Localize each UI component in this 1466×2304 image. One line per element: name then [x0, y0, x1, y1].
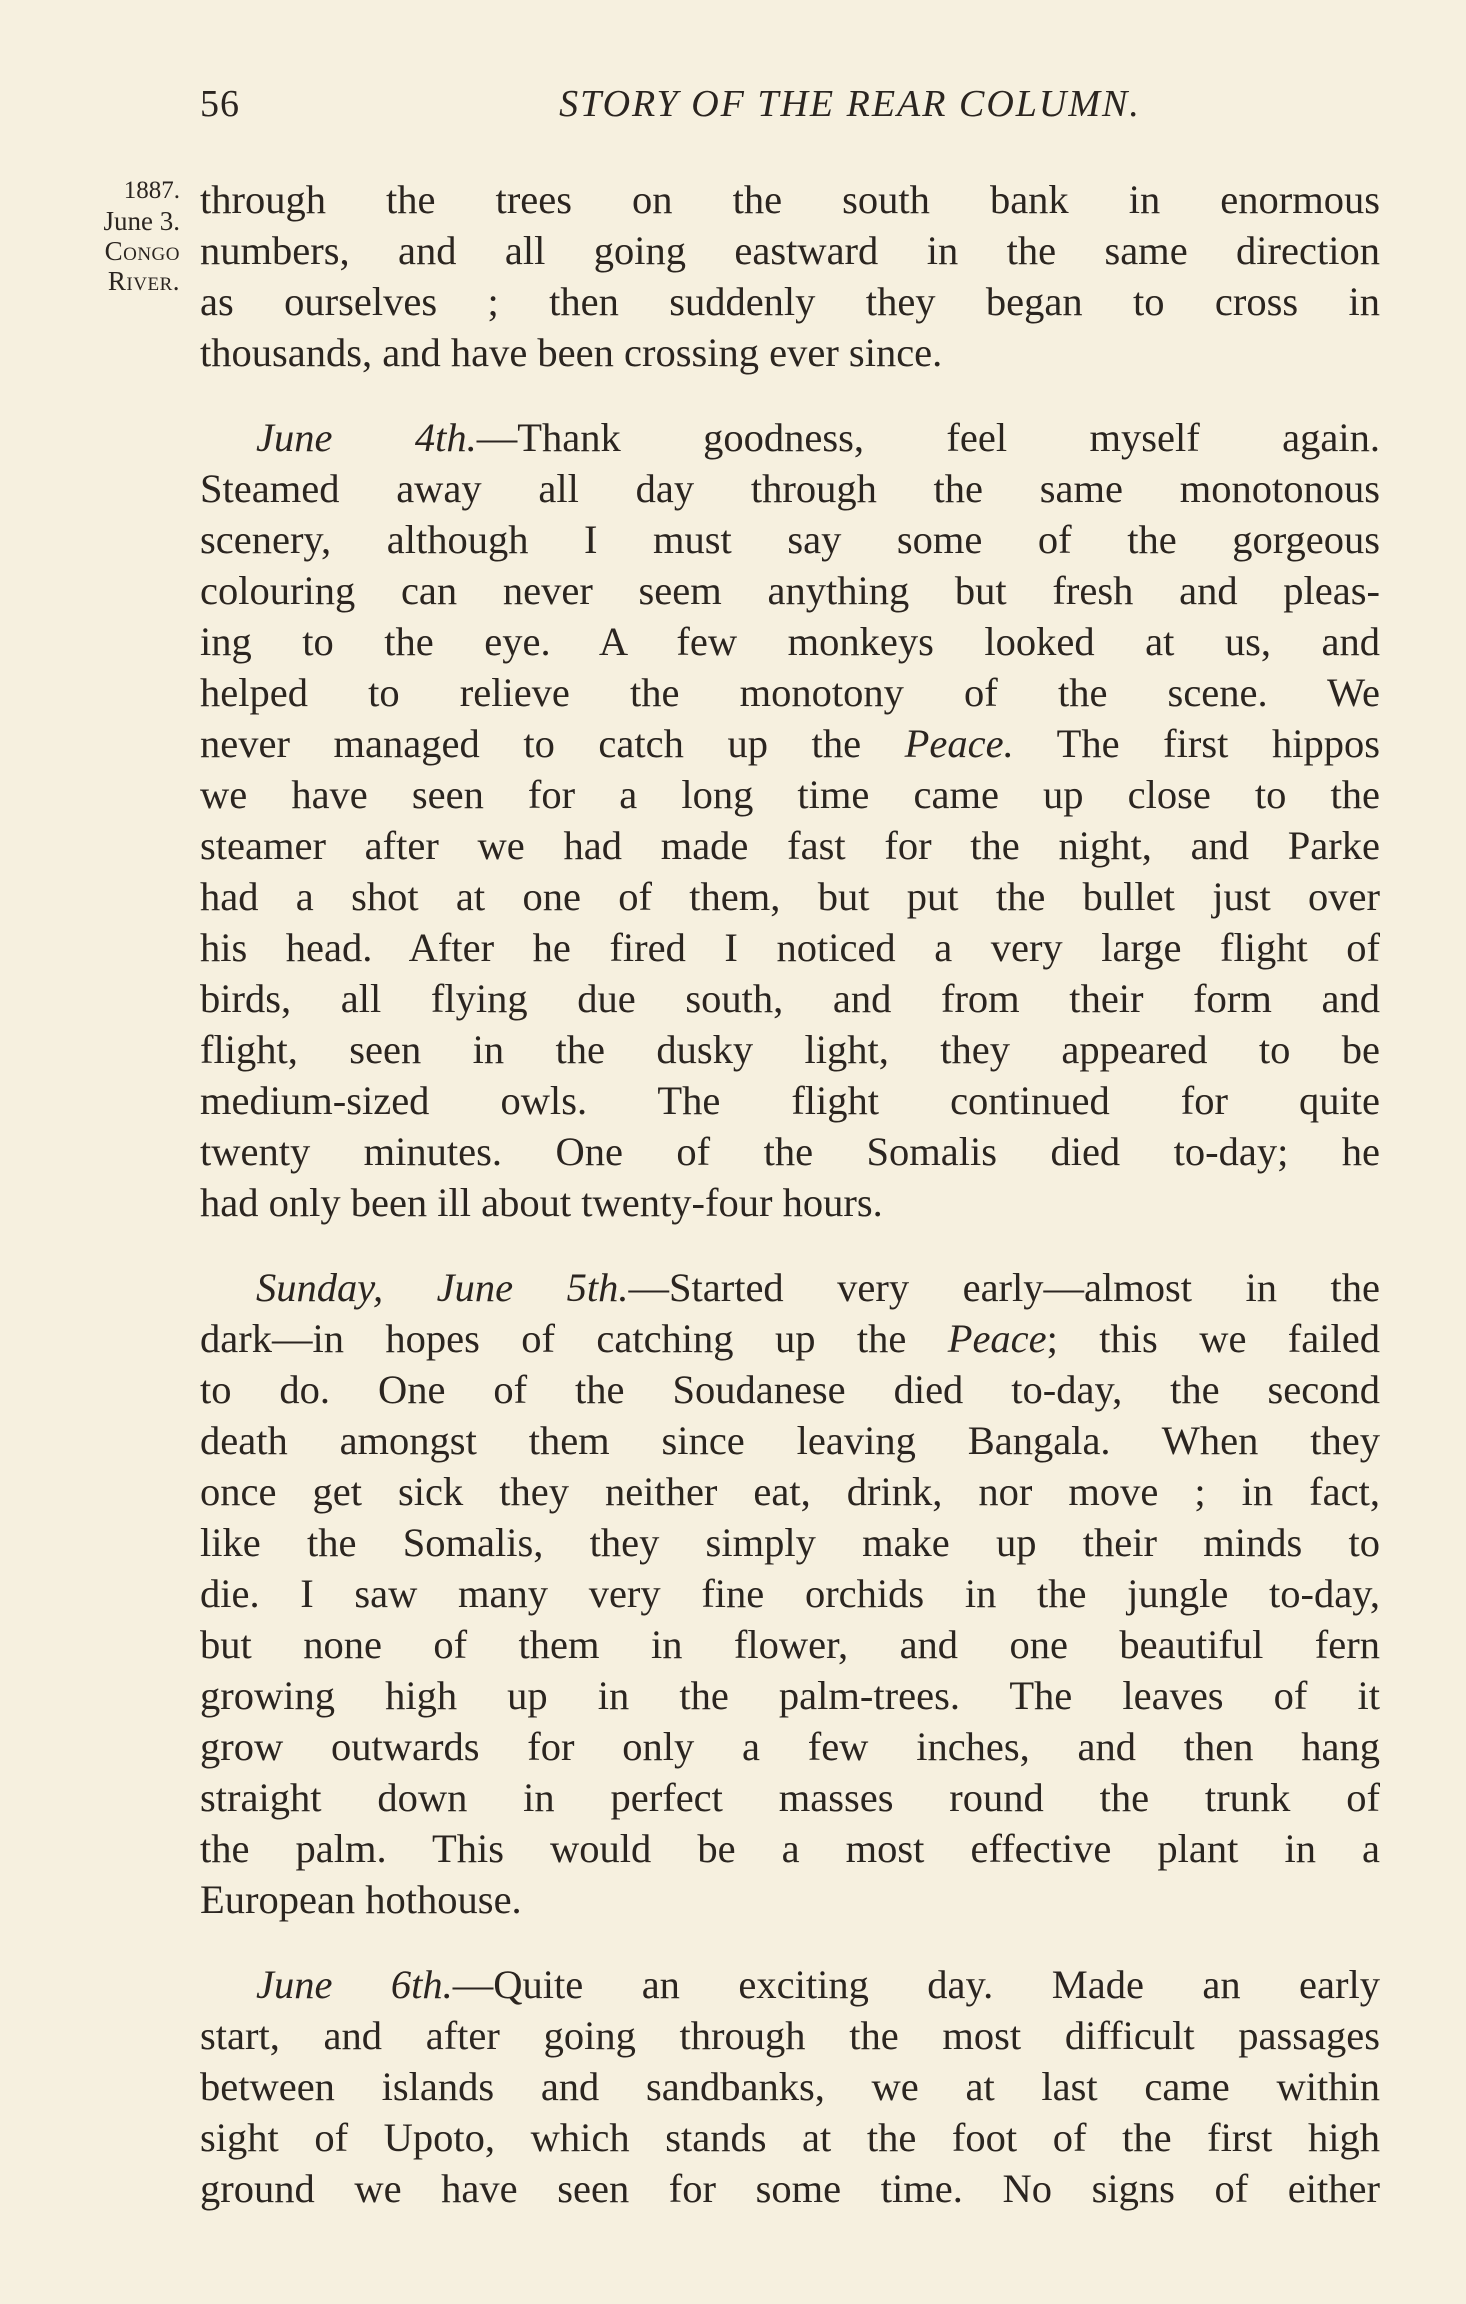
text-line: steamer after we had made fast for the night, and Parke [200, 823, 1380, 868]
text-line: had only been ill about twenty-four hours. [200, 1180, 883, 1225]
text-line [200, 412, 1380, 463]
text-line: growing high up in the palm-trees. The leaves of it [200, 1673, 1380, 1718]
text-line [200, 1262, 1380, 1313]
text-line: colouring can never seem anything but fresh and pleas- [200, 568, 1380, 613]
text-line [200, 1313, 1380, 1364]
text-line: scenery, although I must say some of the gorgeous [200, 517, 1380, 562]
running-title: STORY OF THE REAR COLUMN. [559, 83, 1141, 125]
text-line: ground we have seen for some time. No signs of either [200, 2166, 1380, 2211]
entry-date-label: June 5th. [436, 1265, 629, 1310]
text-run: —Quite an exciting day. Made an early [452, 1962, 1380, 2007]
text-line: helped to relieve the monotony of the scene. We [200, 670, 1380, 715]
text-line [200, 1959, 1380, 2010]
margin-note-place-line1: Congo [104, 236, 180, 266]
italic-ship-name: Peace. [904, 721, 1014, 766]
text-line: between islands and sandbanks, we at last came within [200, 2064, 1380, 2109]
text-line [200, 718, 1380, 769]
text-line: numbers, and all going eastward in the same direction [200, 228, 1380, 273]
text-run: dark—in hopes of catching up the [200, 1316, 907, 1361]
text-run: ; this we failed [1046, 1316, 1381, 1361]
text-line: grow outwards for only a few inches, and then hang [200, 1724, 1380, 1769]
body-text [200, 174, 1380, 2214]
diary-entry-june-6 [200, 1959, 1380, 2214]
entry-day-label: Sunday, [256, 1265, 384, 1310]
diary-entry-june-4 [200, 412, 1380, 1228]
running-head [200, 78, 1380, 130]
entry-date-label: June 6th. [256, 1962, 453, 2007]
text-run: never managed to catch up the [200, 721, 862, 766]
text-line: like the Somalis, they simply make up their minds to [200, 1520, 1380, 1565]
margin-note-date: June 3. [103, 206, 180, 236]
margin-note [30, 176, 180, 296]
text-line: his head. After he fired I noticed a very large flight of [200, 925, 1380, 970]
text-run: The first hippos [1056, 721, 1381, 766]
margin-note-year: 1887. [123, 177, 180, 204]
italic-ship-name: Peace [947, 1316, 1047, 1361]
page-number: 56 [200, 83, 240, 125]
text-line: European hothouse. [200, 1877, 522, 1922]
text-line: ing to the eye. A few monkeys looked at us, and [200, 619, 1380, 664]
text-line: but none of them in flower, and one beautiful fern [200, 1622, 1380, 1667]
diary-entry-june-5 [200, 1262, 1380, 1925]
text-line: to do. One of the Soudanese died to-day, the second [200, 1367, 1380, 1412]
text-line: flight, seen in the dusky light, they appeared to be [200, 1027, 1380, 1072]
text-line: death amongst them since leaving Bangala. When they [200, 1418, 1380, 1463]
text-line: thousands, and have been crossing ever since. [200, 330, 943, 375]
text-run: —Thank goodness, feel myself again. [476, 415, 1380, 460]
text-line: start, and after going through the most difficult passages [200, 2013, 1380, 2058]
text-line: die. I saw many very fine orchids in the jungle to-day, [200, 1571, 1380, 1616]
text-line: straight down in perfect masses round the trunk of [200, 1775, 1380, 1820]
entry-date-label: June 4th. [256, 415, 477, 460]
text-line: once get sick they neither eat, drink, nor move ; in fact, [200, 1469, 1380, 1514]
text-line: birds, all flying due south, and from their form and [200, 976, 1380, 1021]
text-line: had a shot at one of them, but put the bullet just over [200, 874, 1380, 919]
text-line: we have seen for a long time came up close to the [200, 772, 1380, 817]
text-line: medium-sized owls. The flight continued for quite [200, 1078, 1380, 1123]
text-run: —Started very early—almost in the [628, 1265, 1380, 1310]
paragraph-continuation [200, 174, 1380, 378]
text-line: Steamed away all day through the same monotonous [200, 466, 1380, 511]
text-line: twenty minutes. One of the Somalis died to-day; he [200, 1129, 1380, 1174]
text-line: as ourselves ; then suddenly they began to cross in [200, 279, 1380, 324]
margin-note-place-line2: River. [107, 266, 180, 296]
text-line: through the trees on the south bank in enormous [200, 177, 1380, 222]
text-line: sight of Upoto, which stands at the foot of the first high [200, 2115, 1380, 2160]
text-line: the palm. This would be a most effective plant in a [200, 1826, 1380, 1871]
